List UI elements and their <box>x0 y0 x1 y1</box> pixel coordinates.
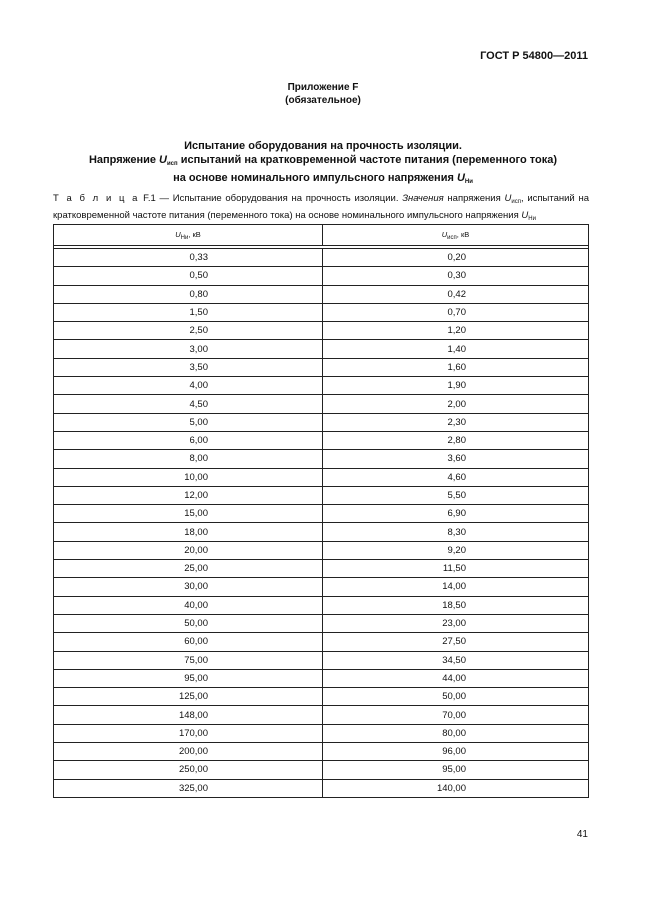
table-row <box>54 706 589 724</box>
nominal-voltage-cell: 3,50 <box>54 358 323 376</box>
section-title <box>0 139 646 189</box>
table-row <box>54 523 589 541</box>
caption-symbol-2: U <box>521 210 529 221</box>
nominal-voltage-cell: 20,00 <box>54 541 323 559</box>
caption-symbol-1: U <box>504 193 512 204</box>
table-row <box>54 505 589 523</box>
table-body <box>54 249 589 798</box>
nominal-voltage-cell: 250,00 <box>54 761 323 779</box>
test-voltage-cell: 1,20 <box>323 322 589 340</box>
test-voltage-cell: 80,00 <box>323 724 589 742</box>
title-line-1: Испытание оборудования на прочность изоляции. <box>184 140 462 152</box>
col2-unit: , кВ <box>456 229 470 239</box>
col1-unit: , кВ <box>188 229 201 239</box>
table-row <box>54 340 589 358</box>
test-voltage-cell: 50,00 <box>323 688 589 706</box>
nominal-voltage-cell: 1,50 <box>54 303 323 321</box>
test-voltage-cell: 1,60 <box>323 358 589 376</box>
page-number: 41 <box>576 829 588 840</box>
col2-subscript: исп <box>447 234 457 241</box>
table-row <box>54 303 589 321</box>
table-row <box>54 468 589 486</box>
table-row <box>54 743 589 761</box>
table-row <box>54 779 589 797</box>
test-voltage-cell: 14,00 <box>323 578 589 596</box>
nominal-voltage-cell: 4,50 <box>54 395 323 413</box>
nominal-voltage-cell: 15,00 <box>54 505 323 523</box>
test-voltage-cell: 0,20 <box>323 249 589 267</box>
test-voltage-cell: 44,00 <box>323 669 589 687</box>
test-voltage-cell: 8,30 <box>323 523 589 541</box>
test-voltage-cell: 2,00 <box>323 395 589 413</box>
col1-symbol: U <box>175 229 181 239</box>
table-caption <box>53 192 589 226</box>
nominal-voltage-cell: 4,00 <box>54 377 323 395</box>
table-row <box>54 450 589 468</box>
test-voltage-cell: 1,40 <box>323 340 589 358</box>
title-symbol-2: U <box>456 172 465 184</box>
caption-italic-word: Значения <box>402 193 444 204</box>
nominal-voltage-cell: 25,00 <box>54 560 323 578</box>
table-row <box>54 614 589 632</box>
col2-symbol: U <box>441 229 448 239</box>
test-voltage-cell: 0,42 <box>323 285 589 303</box>
nominal-voltage-cell: 60,00 <box>54 633 323 651</box>
caption-label: Т а б л и ц а <box>53 193 140 204</box>
test-voltage-cell: 96,00 <box>323 743 589 761</box>
column-header-test <box>323 225 589 246</box>
test-voltage-cell: 4,60 <box>323 468 589 486</box>
test-voltage-cell: 95,00 <box>323 761 589 779</box>
nominal-voltage-cell: 40,00 <box>54 596 323 614</box>
table-row <box>54 651 589 669</box>
voltage-table <box>53 224 589 798</box>
table-row <box>54 377 589 395</box>
test-voltage-cell: 18,50 <box>323 596 589 614</box>
table-row <box>54 724 589 742</box>
appendix-title: Приложение F <box>287 82 359 93</box>
table-row <box>54 322 589 340</box>
table-row <box>54 633 589 651</box>
caption-subscript-2: Ни <box>528 216 536 222</box>
table-row <box>54 541 589 559</box>
nominal-voltage-cell: 0,80 <box>54 285 323 303</box>
nominal-voltage-cell: 18,00 <box>54 523 323 541</box>
title-symbol: U <box>159 154 167 166</box>
nominal-voltage-cell: 148,00 <box>54 706 323 724</box>
title-line-2-pre: Напряжение <box>88 154 160 166</box>
table-row <box>54 431 589 449</box>
nominal-voltage-cell: 6,00 <box>54 431 323 449</box>
table-row <box>54 761 589 779</box>
table-row <box>54 560 589 578</box>
caption-text-2: , испытаний на кратковременной частоте питания (переменного тока) на основе номинального импульсного напряжения <box>53 193 589 221</box>
nominal-voltage-cell: 8,00 <box>54 450 323 468</box>
table-row <box>54 395 589 413</box>
test-voltage-cell: 5,50 <box>323 486 589 504</box>
title-line-3 <box>0 171 646 189</box>
test-voltage-cell: 0,30 <box>323 267 589 285</box>
nominal-voltage-cell: 5,00 <box>54 413 323 431</box>
column-header-nominal <box>54 225 323 246</box>
test-voltage-cell: 27,50 <box>323 633 589 651</box>
nominal-voltage-cell: 75,00 <box>54 651 323 669</box>
test-voltage-cell: 23,00 <box>323 614 589 632</box>
nominal-voltage-cell: 30,00 <box>54 578 323 596</box>
test-voltage-cell: 0,70 <box>323 303 589 321</box>
title-line-3-pre: на основе номинального импульсного напряжения <box>173 172 457 184</box>
title-line-2-post: испытаний на кратковременной частоте питания (переменного тока) <box>177 154 558 166</box>
nominal-voltage-cell: 200,00 <box>54 743 323 761</box>
table-header-row <box>54 225 589 246</box>
standard-code: ГОСТ Р 54800—2011 <box>480 50 588 62</box>
table-row <box>54 486 589 504</box>
table-row <box>54 669 589 687</box>
test-voltage-cell: 70,00 <box>323 706 589 724</box>
nominal-voltage-cell: 2,50 <box>54 322 323 340</box>
title-subscript-2: Ни <box>464 179 473 185</box>
nominal-voltage-cell: 170,00 <box>54 724 323 742</box>
table-row <box>54 413 589 431</box>
nominal-voltage-cell: 0,33 <box>54 249 323 267</box>
test-voltage-cell: 3,60 <box>323 450 589 468</box>
nominal-voltage-cell: 125,00 <box>54 688 323 706</box>
table-row <box>54 688 589 706</box>
nominal-voltage-cell: 10,00 <box>54 468 323 486</box>
nominal-voltage-cell: 95,00 <box>54 669 323 687</box>
title-line-2 <box>0 153 646 171</box>
appendix-status: (обязательное) <box>285 95 361 106</box>
test-voltage-cell: 9,20 <box>323 541 589 559</box>
col1-subscript: Ни <box>180 234 189 241</box>
caption-subscript-1: исп <box>511 199 521 205</box>
table-row <box>54 285 589 303</box>
caption-text-1: напряжения <box>443 193 505 204</box>
nominal-voltage-cell: 3,00 <box>54 340 323 358</box>
test-voltage-cell: 2,80 <box>323 431 589 449</box>
table-row <box>54 578 589 596</box>
nominal-voltage-cell: 50,00 <box>54 614 323 632</box>
nominal-voltage-cell: 0,50 <box>54 267 323 285</box>
table-row <box>54 267 589 285</box>
title-subscript: исп <box>166 161 178 167</box>
table-row <box>54 358 589 376</box>
nominal-voltage-cell: 12,00 <box>54 486 323 504</box>
test-voltage-cell: 6,90 <box>323 505 589 523</box>
test-voltage-cell: 11,50 <box>323 560 589 578</box>
table-row <box>54 249 589 267</box>
table-row <box>54 596 589 614</box>
test-voltage-cell: 2,30 <box>323 413 589 431</box>
test-voltage-cell: 1,90 <box>323 377 589 395</box>
caption-number: F.1 — Испытание оборудования на прочность изоляции. <box>139 193 403 204</box>
test-voltage-cell: 140,00 <box>323 779 589 797</box>
nominal-voltage-cell: 325,00 <box>54 779 323 797</box>
test-voltage-cell: 34,50 <box>323 651 589 669</box>
appendix-heading <box>0 81 646 107</box>
